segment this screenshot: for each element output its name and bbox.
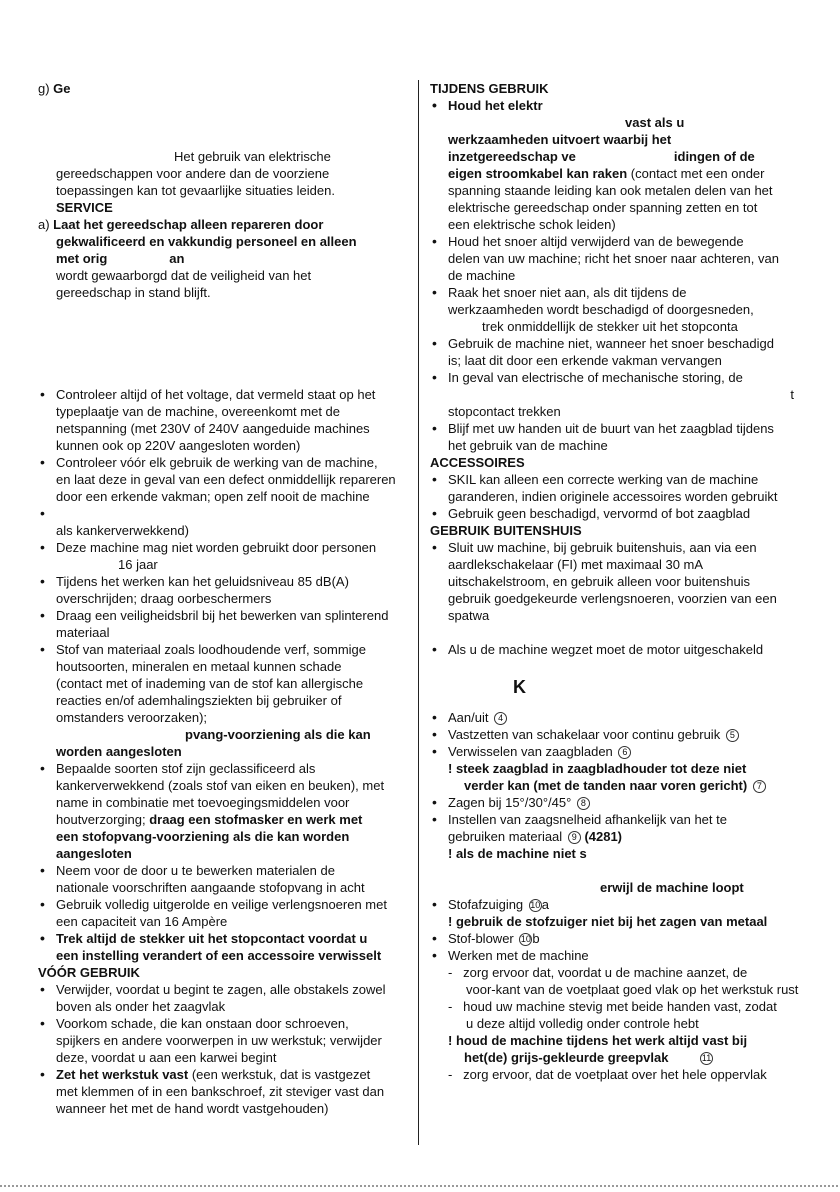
text-line: houtverzorging; draag een stofmasker en werk met — [56, 812, 363, 827]
text-line: t — [790, 387, 794, 402]
text-line: aardlekschakelaar (FI) met maximaal 30 mA — [448, 557, 704, 572]
left-column — [38, 80, 410, 1117]
dash-item: - houd uw machine stevig met beide handen vast, zodat — [448, 999, 777, 1014]
list-item: • Raak het snoer niet aan, als dit tijdens de — [430, 284, 802, 301]
text-line: boven als onder het zaagvlak — [56, 999, 226, 1014]
text-line: wanneer het met de hand wordt vastgehouden) — [56, 1101, 329, 1116]
list-item: • Deze machine mag niet worden gebruikt door personen — [38, 539, 410, 556]
text-line: het gebruik van de machine — [448, 438, 608, 453]
section-heading: TIJDENS GEBRUIK — [430, 81, 549, 96]
text-line: werkzaamheden uitvoert waarbij het — [448, 132, 672, 147]
text-line: kunnen ook op 220V aangesloten worden) — [56, 438, 301, 453]
list-item: • Gebruik volledig uitgerolde en veilige verlengsnoeren met — [38, 896, 410, 913]
section-heading: SERVICE — [56, 200, 113, 215]
text-line: gekwalificeerd en vakkundig personeel en alleen — [56, 234, 357, 249]
list-item: • Houd het snoer altijd verwijderd van de bewegende — [430, 233, 802, 250]
text-line: en laat deze in geval van een defect onmiddellijk repareren — [56, 472, 396, 487]
callout-number: 6 — [618, 746, 631, 759]
text-line: trek onmiddellijk de stekker uit het stopconta — [482, 319, 738, 334]
item-a: a) Laat het gereedschap alleen repareren door — [38, 217, 324, 232]
warning-line: ! als de machine niet s — [448, 846, 587, 861]
text-line: Het gebruik van elektrische — [174, 149, 331, 164]
list-item: • Gebruik geen beschadigd, vervormd of bot zaagblad — [430, 505, 802, 522]
text-line: de machine — [448, 268, 516, 283]
list-item — [38, 505, 410, 522]
list-item: • Vastzetten van schakelaar voor continu gebruik 5 — [430, 726, 802, 743]
text-line: omstanders veroorzaken); — [56, 710, 208, 725]
text-line: gereedschap in stand blijft. — [56, 285, 211, 300]
text-line: nationale voorschriften aangaande stofopvang in acht — [56, 880, 365, 895]
text-line: inzetgereedschap ve idingen of de — [448, 149, 755, 164]
text-line: een stofopvang-voorziening als die kan worden — [56, 829, 350, 844]
list-item: • Trek altijd de stekker uit het stopcontact voordat u — [38, 930, 410, 947]
list-item: • Controleer altijd of het voltage, dat vermeld staat op het — [38, 386, 410, 403]
section-heading: K — [513, 677, 526, 697]
text-line: een instelling verandert of een accessoire verwisselt — [56, 948, 382, 963]
text-line: spanning staande leiding kan ook metalen delen van het — [448, 183, 773, 198]
text-line: u deze altijd volledig onder controle hebt — [466, 1016, 699, 1031]
warning-line: ! steek zaagblad in zaagbladhouder tot deze niet — [448, 761, 747, 776]
callout-number: 10 — [520, 934, 531, 945]
text-line: wordt gewaarborgd dat de veiligheid van het — [56, 268, 312, 283]
text-line: toepassingen kan tot gevaarlijke situaties leiden. — [56, 183, 335, 198]
text-line: materiaal — [56, 625, 110, 640]
callout-number: 8 — [577, 797, 590, 810]
text-line: aangesloten — [56, 846, 132, 861]
text-line: eigen stroomkabel kan raken (contact met een onder — [448, 166, 765, 181]
text-line: als kankerverwekkend) — [56, 523, 189, 538]
list-item: • Als u de machine wegzet moet de motor uitgeschakeld — [430, 641, 802, 658]
text-line: overschrijden; draag oorbeschermers — [56, 591, 272, 606]
list-item: • Neem voor de door u te bewerken materialen de — [38, 862, 410, 879]
section-heading: ACCESSOIRES — [430, 455, 525, 470]
text-line: spijkers en andere voorwerpen in uw werkstuk; verwijder — [56, 1033, 382, 1048]
list-item: • Zagen bij 15°/30°/45° 8 — [430, 794, 802, 811]
list-item: • Houd het elektr — [430, 97, 802, 114]
list-item: • Instellen van zaagsnelheid afhankelijk van het te — [430, 811, 802, 828]
list-item: • Voorkom schade, die kan onstaan door schroeven, — [38, 1015, 410, 1032]
warning-line: ! houd de machine tijdens het werk altijd vast bij — [448, 1033, 748, 1048]
list-item: • Stof-blower 10 b — [430, 930, 802, 947]
page-bottom-border — [0, 1185, 840, 1187]
text-line: garanderen, indien originele accessoires worden gebruikt — [448, 489, 778, 504]
callout-number: 5 — [726, 729, 739, 742]
text-line: name in combinatie met toevoegingsmiddelen voor — [56, 795, 350, 810]
section-heading: GEBRUIK BUITENSHUIS — [430, 523, 582, 538]
text-line: met orig an — [56, 251, 185, 266]
callout-number: 9 — [568, 831, 581, 844]
text-line: (contact met of inademing van de stof kan allergische — [56, 676, 364, 691]
text-line: pvang-voorziening als die kan — [185, 727, 371, 742]
text-line: elektrische gereedschap onder spanning zetten en tot — [448, 200, 758, 215]
list-item: • Zet het werkstuk vast (een werkstuk, dat is vastgezet — [38, 1066, 410, 1083]
warning-line: het(de) grijs-gekleurde greepvlak 11 — [464, 1050, 712, 1065]
text-line: een capaciteit van 16 Ampère — [56, 914, 228, 929]
list-item: • Bepaalde soorten stof zijn geclassificeerd als — [38, 760, 410, 777]
list-item: • Controleer vóór elk gebruik de werking van de machine, — [38, 454, 410, 471]
warning-line: verder kan (met de tanden naar voren gericht) 7 — [430, 777, 802, 794]
section-heading: VÓÓR GEBRUIK — [38, 965, 140, 980]
text-line: met klemmen of in een bankschroef, zit steviger vast dan — [56, 1084, 385, 1099]
text-line: is; laat dit door een erkende vakman vervangen — [448, 353, 722, 368]
column-divider — [418, 80, 419, 1145]
text-line: kankerverwekkend (zoals stof van eiken en beuken), met — [56, 778, 385, 793]
list-item: • Blijf met uw handen uit de buurt van het zaagblad tijdens — [430, 420, 802, 437]
list-item: • Draag een veiligheidsbril bij het bewerken van splinterend — [38, 607, 410, 624]
list-item: • Aan/uit 4 — [430, 709, 802, 726]
text-line: door een erkende vakman; open zelf nooit de machine — [56, 489, 370, 504]
text-line: voor-kant van de voetplaat goed vlak op het werkstuk rust — [466, 982, 799, 997]
text-line: reacties en/of ademhalingsziekten bij gebruiker of — [56, 693, 342, 708]
callout-number: 7 — [753, 780, 766, 793]
callout-number: 4 — [494, 712, 507, 725]
list-item: • Verwisselen van zaagbladen 6 — [430, 743, 802, 760]
text-line: stopcontact trekken — [448, 404, 561, 419]
warning-line: ! gebruik de stofzuiger niet bij het zagen van metaal — [448, 914, 768, 929]
text-line: houtsoorten, mineralen en metaal kunnen schade — [56, 659, 342, 674]
dash-item: - zorg ervoor, dat de voetplaat over het hele oppervlak — [448, 1067, 767, 1082]
list-item: • Gebruik de machine niet, wanneer het snoer beschadigd — [430, 335, 802, 352]
text-line: gebruiken materiaal 9 (4281) — [448, 829, 623, 844]
text-line: netspanning (met 230V of 240V aangeduide machines — [56, 421, 370, 436]
right-column — [430, 80, 802, 1083]
dash-item: - zorg ervoor dat, voordat u de machine aanzet, de — [448, 965, 748, 980]
text-line: een elektrische schok leiden) — [448, 217, 616, 232]
list-item: • Tijdens het werken kan het geluidsniveau 85 dB(A) — [38, 573, 410, 590]
text-line: werkzaamheden wordt beschadigd of doorgesneden, — [448, 302, 754, 317]
text-line: deze, voordat u aan een karwei begint — [56, 1050, 277, 1065]
list-item: • Sluit uw machine, bij gebruik buitenshuis, aan via een — [430, 539, 802, 556]
list-item: • Stofafzuiging 10 a — [430, 896, 802, 913]
text-line: worden aangesloten — [56, 744, 182, 759]
text-line: 16 jaar — [118, 557, 158, 572]
callout-number: 11 — [701, 1053, 712, 1064]
list-item: • Stof van materiaal zoals loodhoudende verf, sommige — [38, 641, 410, 658]
text-line: gebruik goedgekeurde verlengsnoeren, voorzien van een — [448, 591, 777, 606]
list-item: • SKIL kan alleen een correcte werking van de machine — [430, 471, 802, 488]
text-line: typeplaatje van de machine, overeenkomt met de — [56, 404, 341, 419]
text-line: uitschakelstroom, en gebruik alleen voor buitenshuis — [448, 574, 751, 589]
text-line: delen van uw machine; richt het snoer naar achteren, van — [448, 251, 779, 266]
item-g: g) Ge — [38, 81, 71, 96]
text-line: gereedschappen voor andere dan de voorziene — [56, 166, 330, 181]
text-line: spatwa — [448, 608, 490, 623]
list-item: • Verwijder, voordat u begint te zagen, alle obstakels zowel — [38, 981, 410, 998]
list-item: • In geval van electrische of mechanische storing, de — [430, 369, 802, 386]
warning-line: erwijl de machine loopt — [600, 880, 744, 895]
callout-number: 10 — [530, 900, 541, 911]
list-item: • Werken met de machine — [430, 947, 802, 964]
text-line: vast als u — [625, 115, 685, 130]
